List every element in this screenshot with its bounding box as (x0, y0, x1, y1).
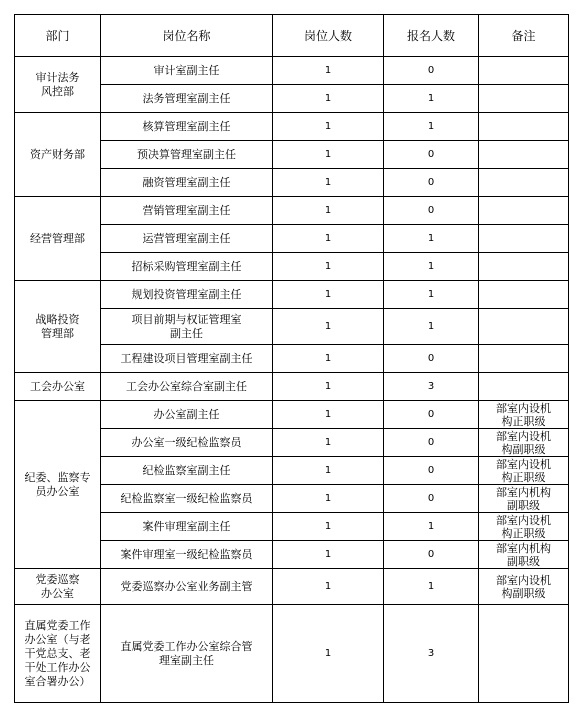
table-row (15, 605, 569, 703)
note-cell: 部室内机构 副职级 (479, 485, 569, 513)
note-cell (479, 345, 569, 373)
note-cell (479, 197, 569, 225)
position-cell: 办公室一级纪检监察员 (101, 429, 273, 457)
table-row (15, 57, 569, 85)
header-row (15, 15, 569, 57)
note-cell (479, 113, 569, 141)
quota-cell: 1 (273, 169, 384, 197)
table-row (15, 401, 569, 429)
department-cell: 直属党委工作 办公室（与老 干党总支、老 干处工作办公 室合署办公） (15, 605, 101, 703)
position-cell: 工程建设项目管理室副主任 (101, 345, 273, 373)
table-row (15, 113, 569, 141)
quota-cell: 1 (273, 569, 384, 605)
department-cell: 党委巡察 办公室 (15, 569, 101, 605)
department-cell: 经营管理部 (15, 197, 101, 281)
note-cell (479, 85, 569, 113)
position-cell: 法务管理室副主任 (101, 85, 273, 113)
applicants-cell: 3 (384, 373, 479, 401)
header-department: 部门 (15, 15, 101, 57)
note-cell: 部室内设机 构正职级 (479, 401, 569, 429)
department-cell: 审计法务 风控部 (15, 57, 101, 113)
quota-cell: 1 (273, 513, 384, 541)
applicants-cell: 1 (384, 85, 479, 113)
quota-cell: 1 (273, 57, 384, 85)
position-cell: 招标采购管理室副主任 (101, 253, 273, 281)
header-position: 岗位名称 (101, 15, 273, 57)
header-applicants: 报名人数 (384, 15, 479, 57)
quota-cell: 1 (273, 429, 384, 457)
position-cell: 纪检监察室副主任 (101, 457, 273, 485)
quota-cell: 1 (273, 401, 384, 429)
quota-cell: 1 (273, 113, 384, 141)
applicants-cell: 1 (384, 253, 479, 281)
note-cell (479, 253, 569, 281)
table-row (15, 197, 569, 225)
position-cell: 案件审理室一级纪检监察员 (101, 541, 273, 569)
applicants-cell: 0 (384, 541, 479, 569)
table-body (15, 57, 569, 703)
applicants-cell: 0 (384, 401, 479, 429)
note-cell (479, 309, 569, 345)
position-cell: 纪检监察室一级纪检监察员 (101, 485, 273, 513)
applicants-cell: 1 (384, 513, 479, 541)
applicants-cell: 1 (384, 113, 479, 141)
quota-cell: 1 (273, 457, 384, 485)
quota-cell: 1 (273, 541, 384, 569)
note-cell (479, 57, 569, 85)
quota-cell: 1 (273, 225, 384, 253)
table-row (15, 569, 569, 605)
position-cell: 办公室副主任 (101, 401, 273, 429)
applicants-cell: 0 (384, 169, 479, 197)
quota-cell: 1 (273, 85, 384, 113)
department-cell: 纪委、监察专 员办公室 (15, 401, 101, 569)
applicants-cell: 0 (384, 457, 479, 485)
quota-cell: 1 (273, 141, 384, 169)
quota-cell: 1 (273, 373, 384, 401)
position-cell: 党委巡察办公室业务副主管 (101, 569, 273, 605)
quota-cell: 1 (273, 253, 384, 281)
quota-cell: 1 (273, 309, 384, 345)
note-cell (479, 225, 569, 253)
recruitment-table (14, 14, 569, 703)
note-cell: 部室内设机 构正职级 (479, 513, 569, 541)
note-cell (479, 373, 569, 401)
position-cell: 营销管理室副主任 (101, 197, 273, 225)
position-cell: 审计室副主任 (101, 57, 273, 85)
note-cell (479, 141, 569, 169)
quota-cell: 1 (273, 197, 384, 225)
note-cell (479, 169, 569, 197)
position-cell: 运营管理室副主任 (101, 225, 273, 253)
header-quota: 岗位人数 (273, 15, 384, 57)
position-cell: 直属党委工作办公室综合管 理室副主任 (101, 605, 273, 703)
department-cell: 战略投资 管理部 (15, 281, 101, 373)
note-cell: 部室内设机 构正职级 (479, 457, 569, 485)
table-row (15, 281, 569, 309)
position-cell: 核算管理室副主任 (101, 113, 273, 141)
table-row (15, 373, 569, 401)
applicants-cell: 1 (384, 225, 479, 253)
position-cell: 预决算管理室副主任 (101, 141, 273, 169)
position-cell: 项目前期与权证管理室 副主任 (101, 309, 273, 345)
note-cell: 部室内设机 构副职级 (479, 429, 569, 457)
note-cell (479, 281, 569, 309)
applicants-cell: 0 (384, 57, 479, 85)
applicants-cell: 1 (384, 309, 479, 345)
note-cell: 部室内设机 构副职级 (479, 569, 569, 605)
header-note: 备注 (479, 15, 569, 57)
note-cell (479, 605, 569, 703)
position-cell: 融资管理室副主任 (101, 169, 273, 197)
applicants-cell: 1 (384, 569, 479, 605)
department-cell: 工会办公室 (15, 373, 101, 401)
quota-cell: 1 (273, 281, 384, 309)
note-cell: 部室内机构 副职级 (479, 541, 569, 569)
position-cell: 案件审理室副主任 (101, 513, 273, 541)
applicants-cell: 0 (384, 485, 479, 513)
applicants-cell: 0 (384, 345, 479, 373)
applicants-cell: 3 (384, 605, 479, 703)
applicants-cell: 0 (384, 429, 479, 457)
applicants-cell: 0 (384, 141, 479, 169)
quota-cell: 1 (273, 485, 384, 513)
quota-cell: 1 (273, 345, 384, 373)
applicants-cell: 0 (384, 197, 479, 225)
department-cell: 资产财务部 (15, 113, 101, 197)
quota-cell: 1 (273, 605, 384, 703)
applicants-cell: 1 (384, 281, 479, 309)
position-cell: 规划投资管理室副主任 (101, 281, 273, 309)
position-cell: 工会办公室综合室副主任 (101, 373, 273, 401)
